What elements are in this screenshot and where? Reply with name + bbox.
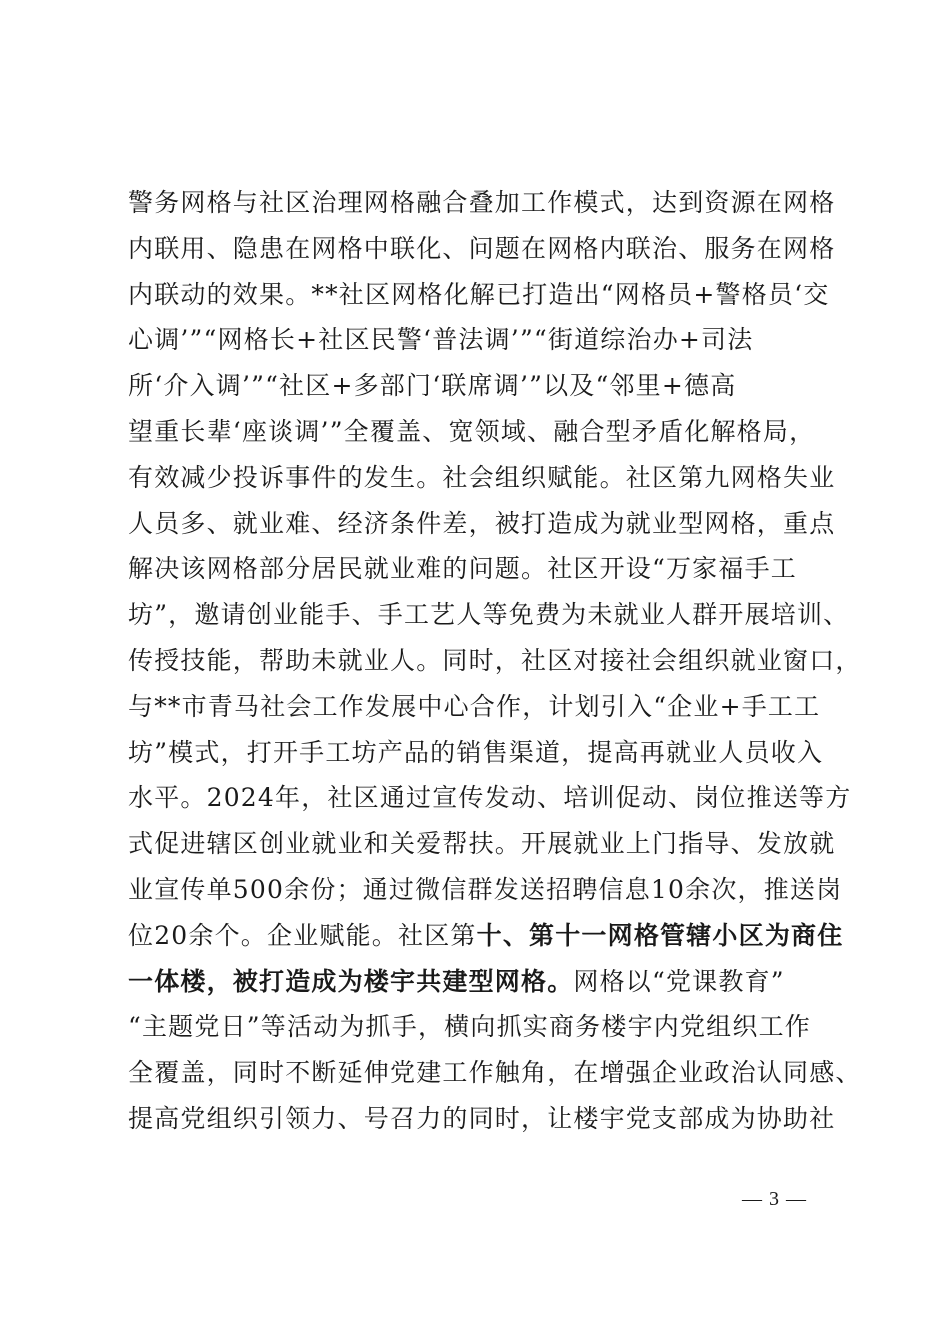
- page-number: — 3 —: [742, 1188, 807, 1210]
- text-line: 式促进辖区创业就业和关爱帮扶。开展就业上门指导、发放就: [128, 829, 836, 859]
- text-line: 坊”，邀请创业能手、手工艺人等免费为未就业人群开展培训、: [128, 600, 850, 630]
- text-line: 人员多、就业难、经济条件差，被打造成为就业型网格，重点: [128, 508, 836, 538]
- text-line: 全覆盖，同时不断延伸党建工作触角，在增强企业政治认同感、: [128, 1058, 862, 1088]
- text-bold: 十、第十一网格管辖小区为商住: [476, 920, 844, 950]
- text-normal: 位20余个。企业赋能。社区第: [128, 920, 477, 950]
- text-bold: 一体楼，被打造成为楼宇共建型网格。: [128, 966, 574, 996]
- text-line-mixed: [128, 913, 844, 959]
- text-line: “主题党日”等活动为抓手，横向抓实商务楼宇内党组织工作: [128, 1012, 811, 1042]
- text-line: 与**市青马社会工作发展中心合作，计划引入“企业+手工工: [128, 691, 821, 721]
- text-line: 警务网格与社区治理网格融合叠加工作模式，达到资源在网格: [128, 188, 836, 217]
- text-line: 有效减少投诉事件的发生。社会组织赋能。社区第九网格失业: [128, 462, 836, 492]
- text-line: 提高党组织引领力、号召力的同时，让楼宇党支部成为协助社: [128, 1103, 836, 1133]
- text-line-mixed: [128, 959, 834, 1005]
- text-line: 内联动的效果。**社区网格化解已打造出“网格员+警格员‘交: [128, 279, 830, 309]
- text-line: 心调’”“网格长+社区民警‘普法调’”“街道综治办+司法: [128, 325, 754, 355]
- text-normal: 网格以“党课教育”: [573, 966, 785, 996]
- body-paragraph: [128, 180, 862, 1142]
- text-line: 坊”模式，打开手工坊产品的销售渠道，提高再就业人员收入: [128, 737, 824, 767]
- text-line: 望重长辈‘座谈调’”全覆盖、宽领域、融合型矛盾化解格局，: [128, 416, 816, 446]
- text-line: 水平。2024年，社区通过宣传发动、培训促动、岗位推送等方: [128, 783, 852, 813]
- text-line: 业宣传单500余份；通过微信群发送招聘信息10余次，推送岗: [128, 874, 843, 904]
- text-line: 内联用、隐患在网格中联化、问题在网格内联治、服务在网格: [128, 233, 836, 263]
- text-line: 传授技能，帮助未就业人。同时，社区对接社会组织就业窗口，: [128, 645, 862, 675]
- text-line: 解决该网格部分居民就业难的问题。社区开设“万家福手工: [128, 554, 797, 584]
- text-line: 所‘介入调’”“社区+多部门‘联席调’”以及“邻里+德高: [128, 371, 737, 401]
